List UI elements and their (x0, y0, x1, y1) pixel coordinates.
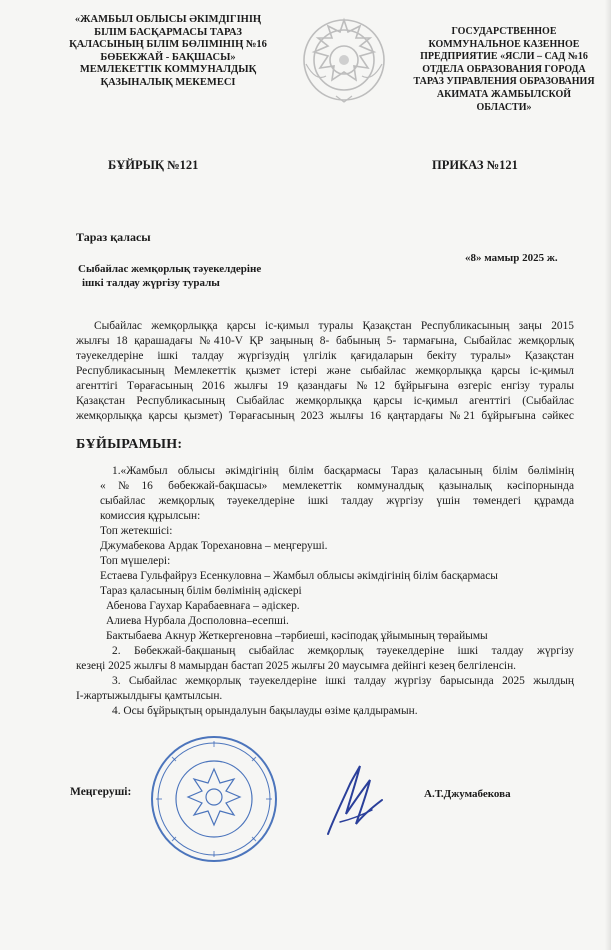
item-4-line: 4. Осы бұйрықтың орындалуын бақылауды өзіме қалдырамын. (112, 705, 418, 717)
header-left-line: БӨБЕКЖАЙ - БАҚШАСЫ» (100, 51, 236, 63)
commission-member: Абенова Гаухар Карабаевнаға – әдіскер. (106, 600, 300, 612)
preamble-line: жемқорлыққа қарсы қызмет) Төрағасының 2023 жылғы 16 қаңтардағы №21 бұйрығына сәйкес (76, 410, 574, 422)
order-title-ru: ПРИКАЗ №121 (432, 158, 518, 172)
item-1-line: комиссия құрылсын: (100, 510, 201, 522)
preamble-line: агенттігі Төрағасының 2016 жылғы 19 қазандағы №12 бұйрығына өзгеріс енгізу туралы (76, 380, 574, 392)
state-emblem-icon (296, 12, 392, 108)
signer-title: Меңгеруші: (70, 786, 132, 798)
item-1-line: сыбайлас жемқорлық тәуекелдеріне ішкі талдау жүргізу үшін төмендегі құрамда (100, 495, 574, 507)
commission-member: Тараз қаласының білім бөлімінің әдіскері (100, 585, 302, 597)
item-2-line: кезеңі 2025 жылғы 8 мамырдан бастап 2025 жылғы 20 маусымға дейінгі кезең белгіленсін. (76, 660, 517, 672)
subject-line: ішкі талдау жүргізу туралы (82, 277, 220, 289)
header-right-line: КОММУНАЛЬНОЕ КАЗЕННОЕ (428, 38, 580, 50)
header-right-line: ПРЕДПРИЯТИЕ «ЯСЛИ – САД №16 (420, 51, 588, 63)
item-1-line: 1.«Жамбыл облысы әкімдігінің білім басқармасы Тараз қаласының білім бөлімінің (112, 465, 574, 477)
commission-leader: Джумабекова Ардак Торехановна – меңгеруші. (100, 540, 328, 552)
commission-leader-label: Топ жетекшісі: (100, 525, 173, 537)
header-left-kz (62, 14, 274, 90)
header-right-ru (406, 26, 602, 114)
header-right-line: ТАРАЗ УПРАВЛЕНИЯ ОБРАЗОВАНИЯ (413, 76, 595, 88)
item-3-line: 3. Сыбайлас жемқорлық тәуекелдеріне ішкі талдау жүргізу барысында 2025 жылдың (112, 675, 574, 687)
header-left-line: МЕМЛЕКЕТТІК КОММУНАЛДЫҚ (79, 64, 257, 76)
preamble-line: жылғы 18 қарашадағы №410-V ҚР заңының 8- бабының 5- тармағына, Сыбайлас жемқорлық (76, 335, 574, 347)
item-2-line: 2. Бөбекжай-бақшаның сыбайлас жемқорлық тәуекелдеріне ішкі талдау жүргізу (112, 645, 574, 657)
preamble-line: Республикасының Мемлекеттік қызмет істері және сыбайлас жемқорлыққа қарсы іс-қимыл (76, 365, 574, 377)
item-3-line: I-жартыжылдығы қамтылсын. (76, 690, 223, 702)
header-right-line: ОБЛАСТИ» (476, 101, 532, 113)
header-left-line: ҚАЛАСЫНЫҢ БІЛІМ БӨЛІМІНІҢ №16 (69, 39, 267, 51)
commission-member: Естаева Гульфайруз Есенкуловна – Жамбыл облысы әкімдігінің білім басқармасы (100, 570, 498, 582)
subject-line: Сыбайлас жемқорлық тәуекелдеріне (78, 263, 262, 275)
preamble-paragraph (76, 319, 574, 424)
handwritten-signature-icon (320, 762, 390, 840)
order-command-heading: БҰЙЫРАМЫН: (76, 437, 183, 452)
scan-edge-shadow (605, 0, 611, 950)
order-date: «8» мамыр 2025 ж. (465, 252, 558, 264)
commission-member: Алиева Нурбала Досполовна–есепші. (106, 615, 289, 627)
order-title-kz: БҰЙРЫҚ №121 (108, 158, 199, 172)
preamble-line: тәуекелдеріне ішкі талдау жүргізудің үлгілік қағидаларын бекіту туралы» Қазақстан (76, 350, 574, 362)
signer-name: А.Т.Джумабекова (424, 788, 511, 800)
order-items (76, 464, 574, 719)
header-left-line: «ЖАМБЫЛ ОБЛЫСЫ ӘКІМДІГІНІҢ (74, 14, 262, 25)
commission-member: Бактыбаева Акнур Жеткергеновна –тәрбиеші, кәсіподақ ұйымының төрайымы (106, 630, 488, 642)
header-right-line: ГОСУДАРСТВЕННОЕ (451, 26, 557, 37)
round-stamp-icon (148, 733, 280, 865)
header-right-line: АКИМАТА ЖАМБЫЛСКОЙ (436, 88, 572, 100)
preamble-line: Қазақстан Республикасының Сыбайлас жемқорлыққа қарсы іс-қимыл агенттігі (Сыбайлас (76, 395, 574, 407)
preamble-line: Сыбайлас жемқорлыққа қарсы іс-қимыл туралы Қазақстан Республикасының заңы 2015 (94, 320, 574, 332)
item-1-line: «№16 бөбекжай-бақшасы» мемлекеттік коммуналдық қазыналық кәсіпорнында (100, 480, 574, 492)
header-left-line: ҚАЗЫНАЛЫҚ МЕКЕМЕСІ (100, 76, 236, 88)
header-left-line: БІЛІМ БАСҚАРМАСЫ ТАРАЗ (94, 26, 242, 38)
order-subject (78, 262, 261, 290)
commission-members-label: Топ мүшелері: (100, 555, 171, 567)
header-right-line: ОТДЕЛА ОБРАЗОВАНИЯ ГОРОДА (422, 63, 586, 75)
city-name: Тараз қаласы (76, 230, 151, 244)
